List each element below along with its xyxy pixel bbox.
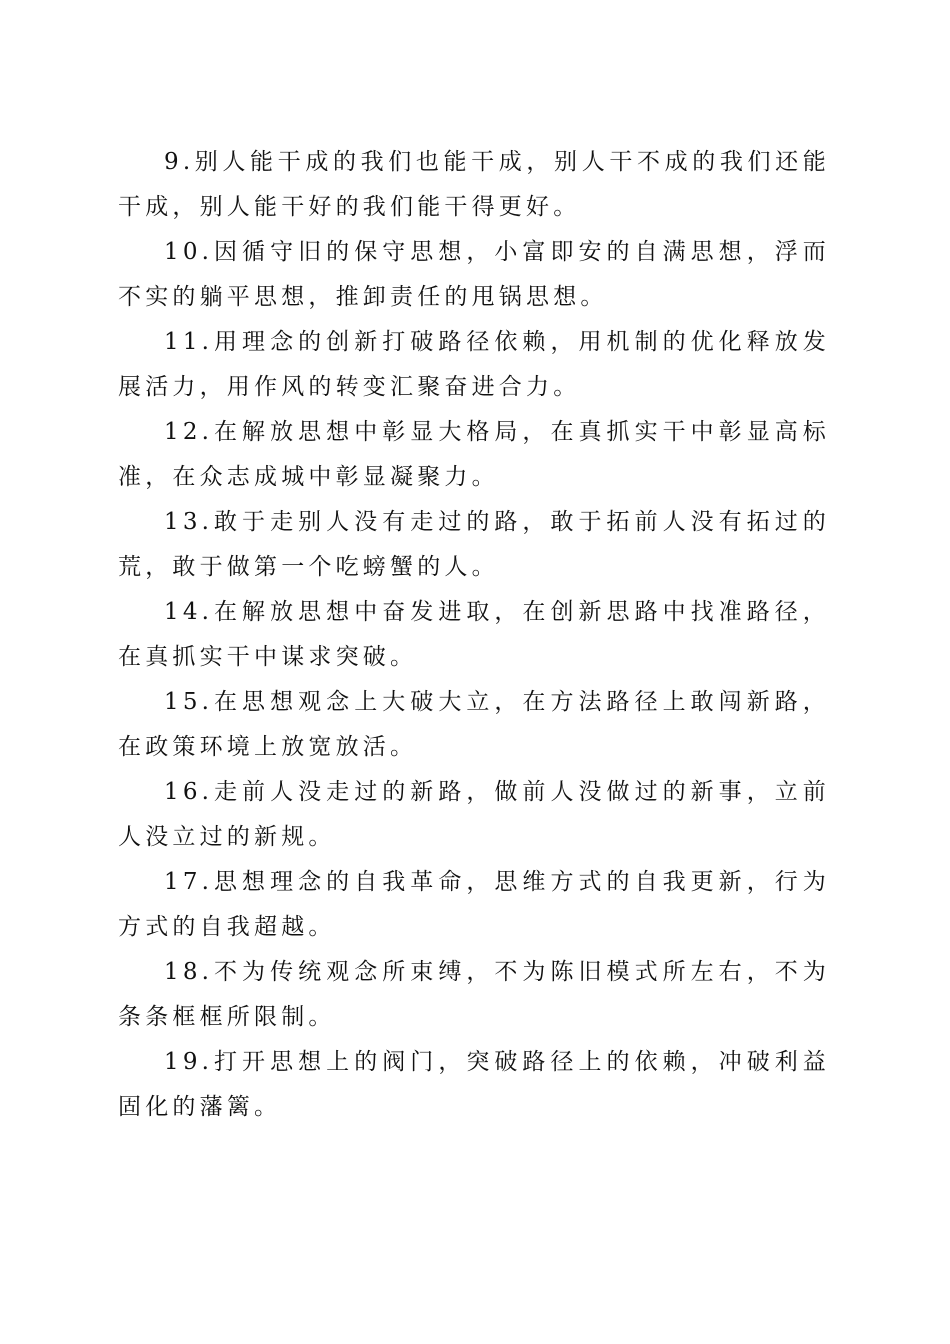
paragraph-item-12: 12.在解放思想中彰显大格局，在真抓实干中彰显高标准，在众志成城中彰显凝聚力。 — [118, 419, 830, 490]
paragraph-item-13: 13.敢于走别人没有走过的路，敢于拓前人没有拓过的荒，敢于做第一个吃螃蟹的人。 — [118, 509, 830, 580]
document-body — [118, 140, 830, 1130]
paragraph-item-19: 19.打开思想上的阀门，突破路径上的依赖，冲破利益固化的藩篱。 — [118, 1049, 830, 1120]
paragraph-item-18: 18.不为传统观念所束缚，不为陈旧模式所左右，不为条条框框所限制。 — [118, 959, 830, 1030]
paragraph-item-9: 9.别人能干成的我们也能干成，别人干不成的我们还能干成，别人能干好的我们能干得更好。 — [118, 149, 830, 220]
paragraph-item-17: 17.思想理念的自我革命，思维方式的自我更新，行为方式的自我超越。 — [118, 869, 830, 940]
paragraph-item-16: 16.走前人没走过的新路，做前人没做过的新事，立前人没立过的新规。 — [118, 779, 830, 850]
paragraph-item-11: 11.用理念的创新打破路径依赖，用机制的优化释放发展活力，用作风的转变汇聚奋进合力。 — [118, 329, 830, 400]
paragraph-item-14: 14.在解放思想中奋发进取，在创新思路中找准路径，在真抓实干中谋求突破。 — [118, 599, 830, 670]
paragraph-item-10: 10.因循守旧的保守思想，小富即安的自满思想，浮而不实的躺平思想，推卸责任的甩锅思想。 — [118, 239, 830, 310]
paragraph-item-15: 15.在思想观念上大破大立，在方法路径上敢闯新路，在政策环境上放宽放活。 — [118, 689, 830, 760]
